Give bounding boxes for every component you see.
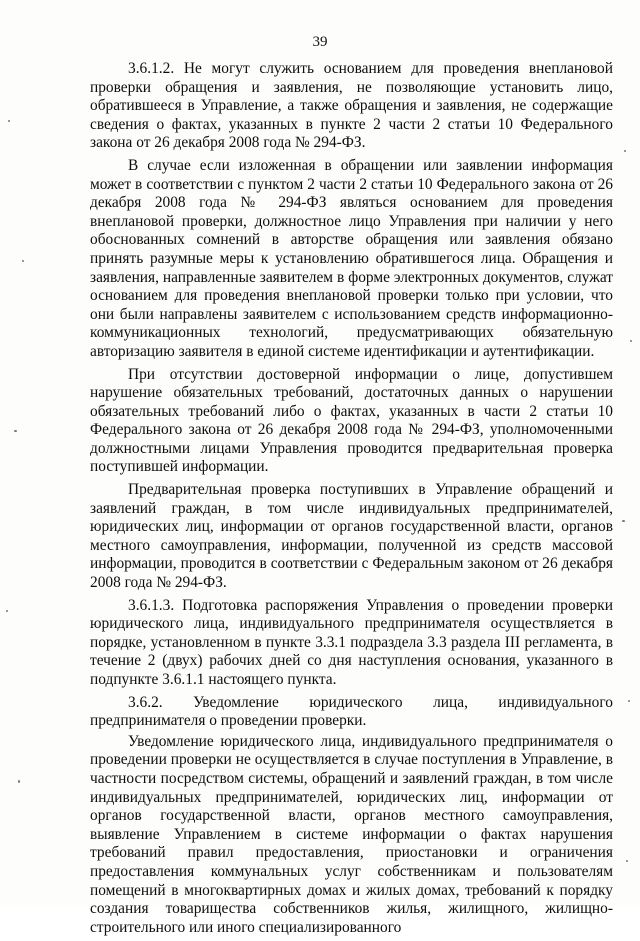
paragraph-preliminary-check: При отсутствии достоверной информации о лице, допустившем нарушение обязательных требований, достаточных данных о нарушении обязательных требований либо о фактах, указанных в части 2 статьи 10 Федерального закона от 26 декабря 2008 года № 294-ФЗ, уполномоченными должностными лицами Управления проводится предварительная проверка поступившей информации. <box>90 365 613 476</box>
scan-speck <box>18 780 20 783</box>
scan-speck <box>622 520 625 522</box>
scan-speck <box>624 150 626 152</box>
scan-speck <box>628 700 630 702</box>
scan-speck <box>626 860 628 862</box>
document-body <box>90 60 613 941</box>
scan-speck <box>630 340 632 342</box>
paragraph-notification: Уведомление юридического лица, индивидуального предпринимателя о проведении проверки не осуществляется в случае поступления в Управление, в частности посредством системы, обращений и заявлений граждан, в том числе индивидуальных предпринимателей, юридических лиц, информации от органов государственной власти, органов местного самоуправления, выявление Управлением в системе информации о фактах нарушения требований правил предоставления, приостановки и ограничения предоставления коммунальных услуг собственникам и пользователям помещений в многоквартирных домах и жилых домах, требований к порядку создания товарищества собственников жилья, жилищного, жилищно-строительного или иного специализированного <box>90 732 613 936</box>
paragraph-preliminary-check-procedure: Предварительная проверка поступивших в Управление обращений и заявлений граждан, в том числе индивидуальных предпринимателей, юридических лиц, информации от органов государственной власти, органов местного самоуправления, информации, полученной из средств массовой информации, проводится в соответствии с Федеральным законом от 26 декабря 2008 года № 294-ФЗ. <box>90 481 613 592</box>
scan-speck <box>22 260 24 262</box>
scan-speck <box>8 120 10 122</box>
paragraph-reasonable-measures: В случае если изложенная в обращении или заявлении информация может в соответствии с пунктом 2 части 2 статьи 10 Федерального закона от 26 декабря 2008 года № 294-ФЗ являться основанием для проведения внеплановой проверки, должностное лицо Управления при наличии у него обоснованных сомнений в авторстве обращения или заявления обязано принять разумные меры к установлению обратившегося лица. Обращения и заявления, направленные заявителем в форме электронных документов, служат основанием для проведения внеплановой проверки только при условии, что они были направлены заявителем с использованием средств информационно-коммуникационных технологий, предусматривающих обязательную авторизацию заявителя в единой системе идентификации и аутентификации. <box>90 156 613 360</box>
paragraph-3-6-1-3: 3.6.1.3. Подготовка распоряжения Управления о проведении проверки юридического лица, индивидуального предпринимателя осуществляется в порядке, установленном в пункте 3.3.1 подраздела 3.3 раздела III регламента, в течение 2 (двух) рабочих дней со дня наступления основания, указанного в подпункте 3.6.1.1 настоящего пункта. <box>90 596 613 688</box>
scan-speck <box>14 430 17 432</box>
paragraph-3-6-2-heading: 3.6.2. Уведомление юридического лица, индивидуального предпринимателя о проведении проверки. <box>90 693 613 730</box>
paragraph-3-6-1-2: 3.6.1.2. Не могут служить основанием для проведения внеплановой проверки обращения и заявления, не позволяющие установить лицо, обратившееся в Управление, а также обращения и заявления, не содержащие сведения о фактах, указанных в пункте 2 части 2 статьи 10 Федерального закона от 26 декабря 2008 года № 294-ФЗ. <box>90 60 613 152</box>
scan-speck <box>6 610 8 612</box>
page-number: 39 <box>312 34 328 50</box>
